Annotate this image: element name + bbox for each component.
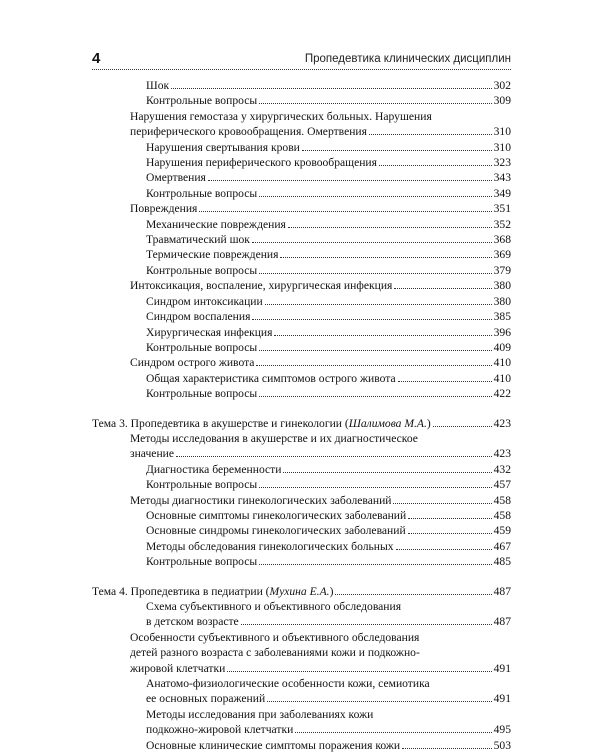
- toc-entry-coagulation[interactable]: Нарушения свертывания крови 310: [146, 140, 511, 154]
- leader-dots: [267, 701, 491, 702]
- toc-page-number: 343: [493, 171, 511, 185]
- toc-page-number: 459: [493, 524, 511, 538]
- toc-page-number: 310: [493, 140, 511, 154]
- toc-page-number: 491: [493, 692, 511, 706]
- toc-page-number: 379: [493, 263, 511, 277]
- leader-dots: [433, 426, 492, 427]
- leader-dots: [256, 365, 491, 366]
- toc-entry-skin-symptoms[interactable]: Основные клинические симптомы поражения кожи 503: [146, 738, 511, 752]
- toc-page-number: 458: [493, 508, 511, 522]
- toc-entry-thermal-injuries[interactable]: Термические повреждения 369: [146, 248, 511, 262]
- toc-entry-necrosis[interactable]: Омертвения 343: [146, 171, 511, 185]
- leader-dots: [171, 88, 491, 89]
- toc-page-number: 467: [493, 539, 511, 553]
- toc-entry-topic-3[interactable]: Тема 3. Пропедевтика в акушерстве и гинекологии (Шалимова М.А.) 423: [92, 416, 511, 430]
- leader-dots: [208, 180, 492, 181]
- author-name: Мухина Е.А.: [269, 584, 330, 598]
- toc-entry-control-questions[interactable]: Контрольные вопросы 422: [146, 387, 511, 401]
- toc-page-number: 410: [493, 356, 511, 370]
- toc-entry-injuries[interactable]: Повреждения 351: [130, 202, 511, 216]
- leader-dots: [398, 381, 492, 382]
- section-spacer: [92, 402, 511, 416]
- toc-entry-control-questions[interactable]: Контрольные вопросы 379: [146, 263, 511, 277]
- leader-dots: [259, 273, 491, 274]
- leader-dots: [259, 103, 491, 104]
- leader-dots: [176, 456, 492, 457]
- toc-entry-skin-anatomy[interactable]: Анатомо-физиологические особенности кожи, семиотика ее основных поражений 491: [146, 677, 511, 706]
- leader-dots: [252, 242, 492, 243]
- author-name: Шалимова М.А.: [348, 416, 427, 430]
- toc-page-number: 487: [493, 615, 511, 629]
- toc-entry-surgical-infection[interactable]: Хирургическая инфекция 396: [146, 325, 511, 339]
- toc-page-number: 503: [493, 738, 511, 752]
- leader-dots: [369, 134, 492, 135]
- toc-entry-control-questions[interactable]: Контрольные вопросы 485: [146, 555, 511, 569]
- toc-entry-obstetrics-methods[interactable]: Методы исследования в акушерстве и их диагностическое значение 423: [130, 431, 511, 461]
- toc-entry-peripheral-circulation[interactable]: Нарушения периферического кровообращения 323: [146, 156, 511, 170]
- leader-dots: [408, 518, 491, 519]
- toc-page-number: 302: [493, 79, 511, 92]
- toc-page-number: 422: [493, 387, 511, 401]
- toc-entry-shock[interactable]: Шок 302: [146, 79, 511, 92]
- toc-entry-control-questions[interactable]: Контрольные вопросы 309: [146, 94, 511, 108]
- leader-dots: [295, 732, 491, 733]
- toc-page-number: 423: [493, 416, 511, 430]
- leader-dots: [274, 335, 491, 336]
- leader-dots: [402, 748, 491, 749]
- toc-entry-topic-4[interactable]: Тема 4. Пропедевтика в педиатрии (Мухина Е.А.) 487: [92, 584, 511, 598]
- leader-dots: [265, 304, 492, 305]
- table-of-contents: [92, 78, 511, 753]
- toc-entry-acute-abdomen[interactable]: Синдром острого живота 410: [130, 356, 511, 370]
- toc-page-number: 485: [493, 555, 511, 569]
- leader-dots: [259, 564, 491, 565]
- toc-page-number: 410: [493, 371, 511, 385]
- leader-dots: [393, 503, 491, 504]
- toc-page-number: 351: [493, 202, 511, 216]
- leader-dots: [280, 257, 491, 258]
- toc-entry-inflammation-syndrome[interactable]: Синдром воспаления 385: [146, 310, 511, 324]
- toc-entry-examination-scheme[interactable]: Схема субъективного и объективного обследования в детском возрасте 487: [146, 600, 511, 629]
- toc-entry-gynecology-syndromes[interactable]: Основные синдромы гинекологических заболеваний 459: [146, 524, 511, 538]
- toc-page-number: 323: [493, 156, 511, 170]
- leader-dots: [302, 150, 492, 151]
- header-divider: [92, 69, 511, 70]
- toc-entry-acute-abdomen-symptoms[interactable]: Общая характеристика симптомов острого живота 410: [146, 371, 511, 385]
- leader-dots: [259, 196, 491, 197]
- toc-page-number: 487: [493, 584, 511, 598]
- toc-page-number: 309: [493, 94, 511, 108]
- toc-entry-gynecology-examination[interactable]: Методы обследования гинекологических больных 467: [146, 539, 511, 553]
- section-spacer: [92, 570, 511, 584]
- toc-page-number: 432: [493, 462, 511, 476]
- leader-dots: [227, 671, 491, 672]
- running-title: Пропедевтика клинических дисциплин: [304, 53, 511, 65]
- toc-page-number: 495: [493, 723, 511, 737]
- toc-page-number: 380: [493, 294, 511, 308]
- leader-dots: [259, 487, 491, 488]
- leader-dots: [288, 227, 492, 228]
- toc-page-number: 352: [493, 217, 511, 231]
- page-number: 4: [92, 50, 101, 67]
- toc-entry-pregnancy-diagnosis[interactable]: Диагностика беременности 432: [146, 462, 511, 476]
- toc-page-number: 423: [493, 447, 511, 461]
- toc-page-number: 385: [493, 310, 511, 324]
- toc-entry-traumatic-shock[interactable]: Травматический шок 368: [146, 233, 511, 247]
- leader-dots: [259, 396, 491, 397]
- toc-page-number: 457: [493, 478, 511, 492]
- leader-dots: [396, 549, 492, 550]
- leader-dots: [379, 165, 492, 166]
- toc-entry-skin-research-methods[interactable]: Методы исследования при заболеваниях кожи подкожно-жировой клетчатки 495: [146, 707, 511, 737]
- toc-page-number: 409: [493, 340, 511, 354]
- toc-entry-gynecology-diagnostics[interactable]: Методы диагностики гинекологических заболеваний 458: [130, 493, 511, 507]
- leader-dots: [252, 319, 491, 320]
- toc-entry-intoxication-syndrome[interactable]: Синдром интоксикации 380: [146, 294, 511, 308]
- toc-page-number: 368: [493, 233, 511, 247]
- toc-page-number: 310: [493, 125, 511, 139]
- toc-entry-intoxication[interactable]: Интоксикация, воспаление, хирургическая инфекция 380: [130, 279, 511, 293]
- toc-entry-mechanical-injuries[interactable]: Механические повреждения 352: [146, 217, 511, 231]
- toc-entry-hemostasis[interactable]: Нарушения гемостаза у хирургических больных. Нарушения периферического кровообращения. Омертвения 310: [130, 109, 511, 139]
- leader-dots: [394, 288, 491, 289]
- toc-page-number: 491: [493, 661, 511, 675]
- leader-dots: [283, 472, 491, 473]
- toc-entry-gynecology-symptoms[interactable]: Основные симптомы гинекологических заболеваний 458: [146, 508, 511, 522]
- toc-page-number: 369: [493, 248, 511, 262]
- leader-dots: [335, 594, 491, 595]
- leader-dots: [199, 211, 491, 212]
- toc-entry-control-questions[interactable]: Контрольные вопросы 457: [146, 478, 511, 492]
- leader-dots: [408, 533, 492, 534]
- toc-entry-control-questions[interactable]: Контрольные вопросы 409: [146, 340, 511, 354]
- toc-page-number: 396: [493, 325, 511, 339]
- toc-page-number: 380: [493, 279, 511, 293]
- toc-entry-control-questions[interactable]: Контрольные вопросы 349: [146, 186, 511, 200]
- leader-dots: [241, 624, 492, 625]
- toc-page-number: 458: [493, 493, 511, 507]
- toc-page-number: 349: [493, 186, 511, 200]
- toc-entry-skin-examination[interactable]: Особенности субъективного и объективного обследования детей разного возраста с заболеваниями кожи и подкожно- жировой клетчатки 491: [130, 630, 511, 675]
- leader-dots: [259, 350, 491, 351]
